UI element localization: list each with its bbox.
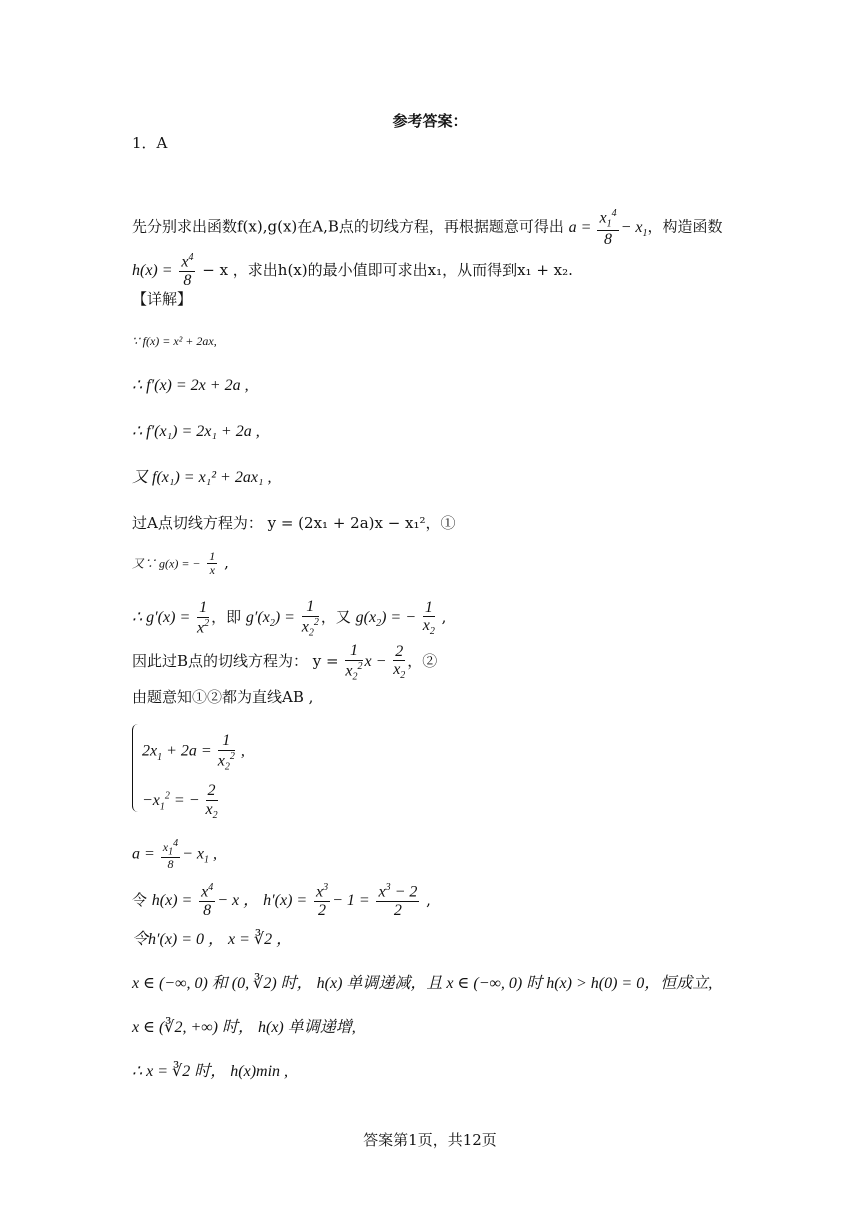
system-eq-2: $-x_1^2$ = − $\frac{2}{x_2}$ (142, 782, 218, 821)
fraction-1-over-x: $\frac{1}{x}$ (209, 549, 216, 578)
analysis-line-1 (132, 208, 722, 248)
analysis-line-2 (132, 252, 573, 290)
fraction-2-over-x2: $\frac{2}{x_2}$ (393, 642, 406, 682)
step-2: ∴ f′(x) = 2x + 2a , (132, 377, 249, 394)
fraction-1-over-x2sq-c: $\frac{1}{x_2^2}$ (217, 732, 235, 773)
fraction-x3m2-over-2: $\frac{x^3 - 2}{2}$ (378, 882, 418, 919)
analysis-line-2-lead: h(x) = (132, 261, 173, 279)
analysis-line-1-text: 先分别求出函数f(x),g(x)在A,B点的切线方程，再根据题意可得出 (132, 217, 564, 236)
step-6-text: 又∵ g(x) = − (132, 556, 201, 571)
system-eq-1: $2x_1 + 2a$ = $\frac{1}{x_2^2}$ , (142, 732, 245, 773)
page-title: 参考答案： (392, 112, 468, 130)
page-footer: 答案第1页，共12页 (363, 1131, 497, 1149)
fraction-2-over-x2-b: $\frac{2}{x_2}$ (205, 782, 218, 821)
answer-number: 1．A (132, 134, 168, 152)
system-brace (132, 724, 141, 812)
fraction-1-over-x2sq: $\frac{1}{x_2^2}$ (301, 598, 319, 639)
analysis-line-1-tail: ，构造函数 (647, 217, 723, 236)
step-7: ∴ g′(x) = $\frac{1}{x^2}$ ，即 $g'(x_2)$ = $\frac{1}{x_2^2}$ ，又 $g(x_2)$ = − $\frac{1}{x_2}$ , (132, 598, 447, 639)
step-11: x ∈ (−∞, 0) 和 (0, ∛2) 时， h(x) 单调递减，且 x ∈ (−∞, 0) 时 h(x) > h(0) = 0，恒成立, (132, 975, 713, 992)
step-6: 又∵ g(x) = − $\frac{1}{x}$ , (132, 549, 229, 578)
step-5: 过A点切线方程为： y = (2x₁ + 2a)x − x₁²，① (132, 514, 456, 532)
step-4: 又 f(x₁) = x₁² + 2ax₁ , (132, 469, 272, 486)
formula-a: a = $\frac{x_1^4}{8}$ − $x_1$ (568, 208, 648, 248)
a-formula: a = $\frac{x_1^4}{8}$ − $x_1$ , (132, 838, 218, 872)
step-8: 因此过B点的切线方程为： y = $\frac{1}{x_2^2}$ x − $\frac{2}{x_2}$ ，② (132, 642, 438, 683)
step-3: ∴ f′(x₁) = 2x₁ + 2a , (132, 423, 260, 440)
fraction-x1-4-over-8: $\frac{x_1^4}{8}$ (162, 838, 179, 872)
analysis-line-2-tail: − x ，求出h(x)的最小值即可求出x₁，从而得到x₁ + x₂. (202, 260, 573, 279)
section-heading: 【详解】 (132, 290, 193, 308)
step-7-text: ∴ g′(x) = (132, 609, 191, 627)
step-9: 由题意知①②都为直线AB , (132, 688, 314, 706)
step-12: x ∈ (∛2, +∞) 时， h(x) 单调递增, (132, 1019, 356, 1036)
fraction-x3-over-2: $\frac{x^3}{2}$ (315, 882, 329, 919)
step-13: ∴ x = ∛2 时， h(x)min , (132, 1063, 289, 1080)
fraction-1-over-x2-b: $\frac{1}{x_2}$ (422, 598, 435, 638)
fraction-x4-over-8: $\frac{x^4}{8}$ (181, 252, 194, 289)
fraction-1-over-x2sq-b: $\frac{1}{x_2^2}$ (345, 642, 363, 683)
step-10: 令h′(x) = 0 ， x = ∛2 ， (132, 931, 293, 948)
fraction-x4-over-8-b: $\frac{x^4}{8}$ (201, 882, 214, 919)
step-1: ∵ f(x) = x² + 2ax, (132, 334, 217, 348)
step-8-text: 因此过B点的切线方程为： y = (132, 652, 339, 671)
h-definition: 令 h(x) = $\frac{x^4}{8}$ − x ， h′(x) = $\frac{x^3}{2}$ − 1 = $\frac{x^3 - 2}{2}$ , (132, 882, 431, 919)
fraction-1-over-x2: $\frac{1}{x^2}$ (197, 599, 210, 637)
